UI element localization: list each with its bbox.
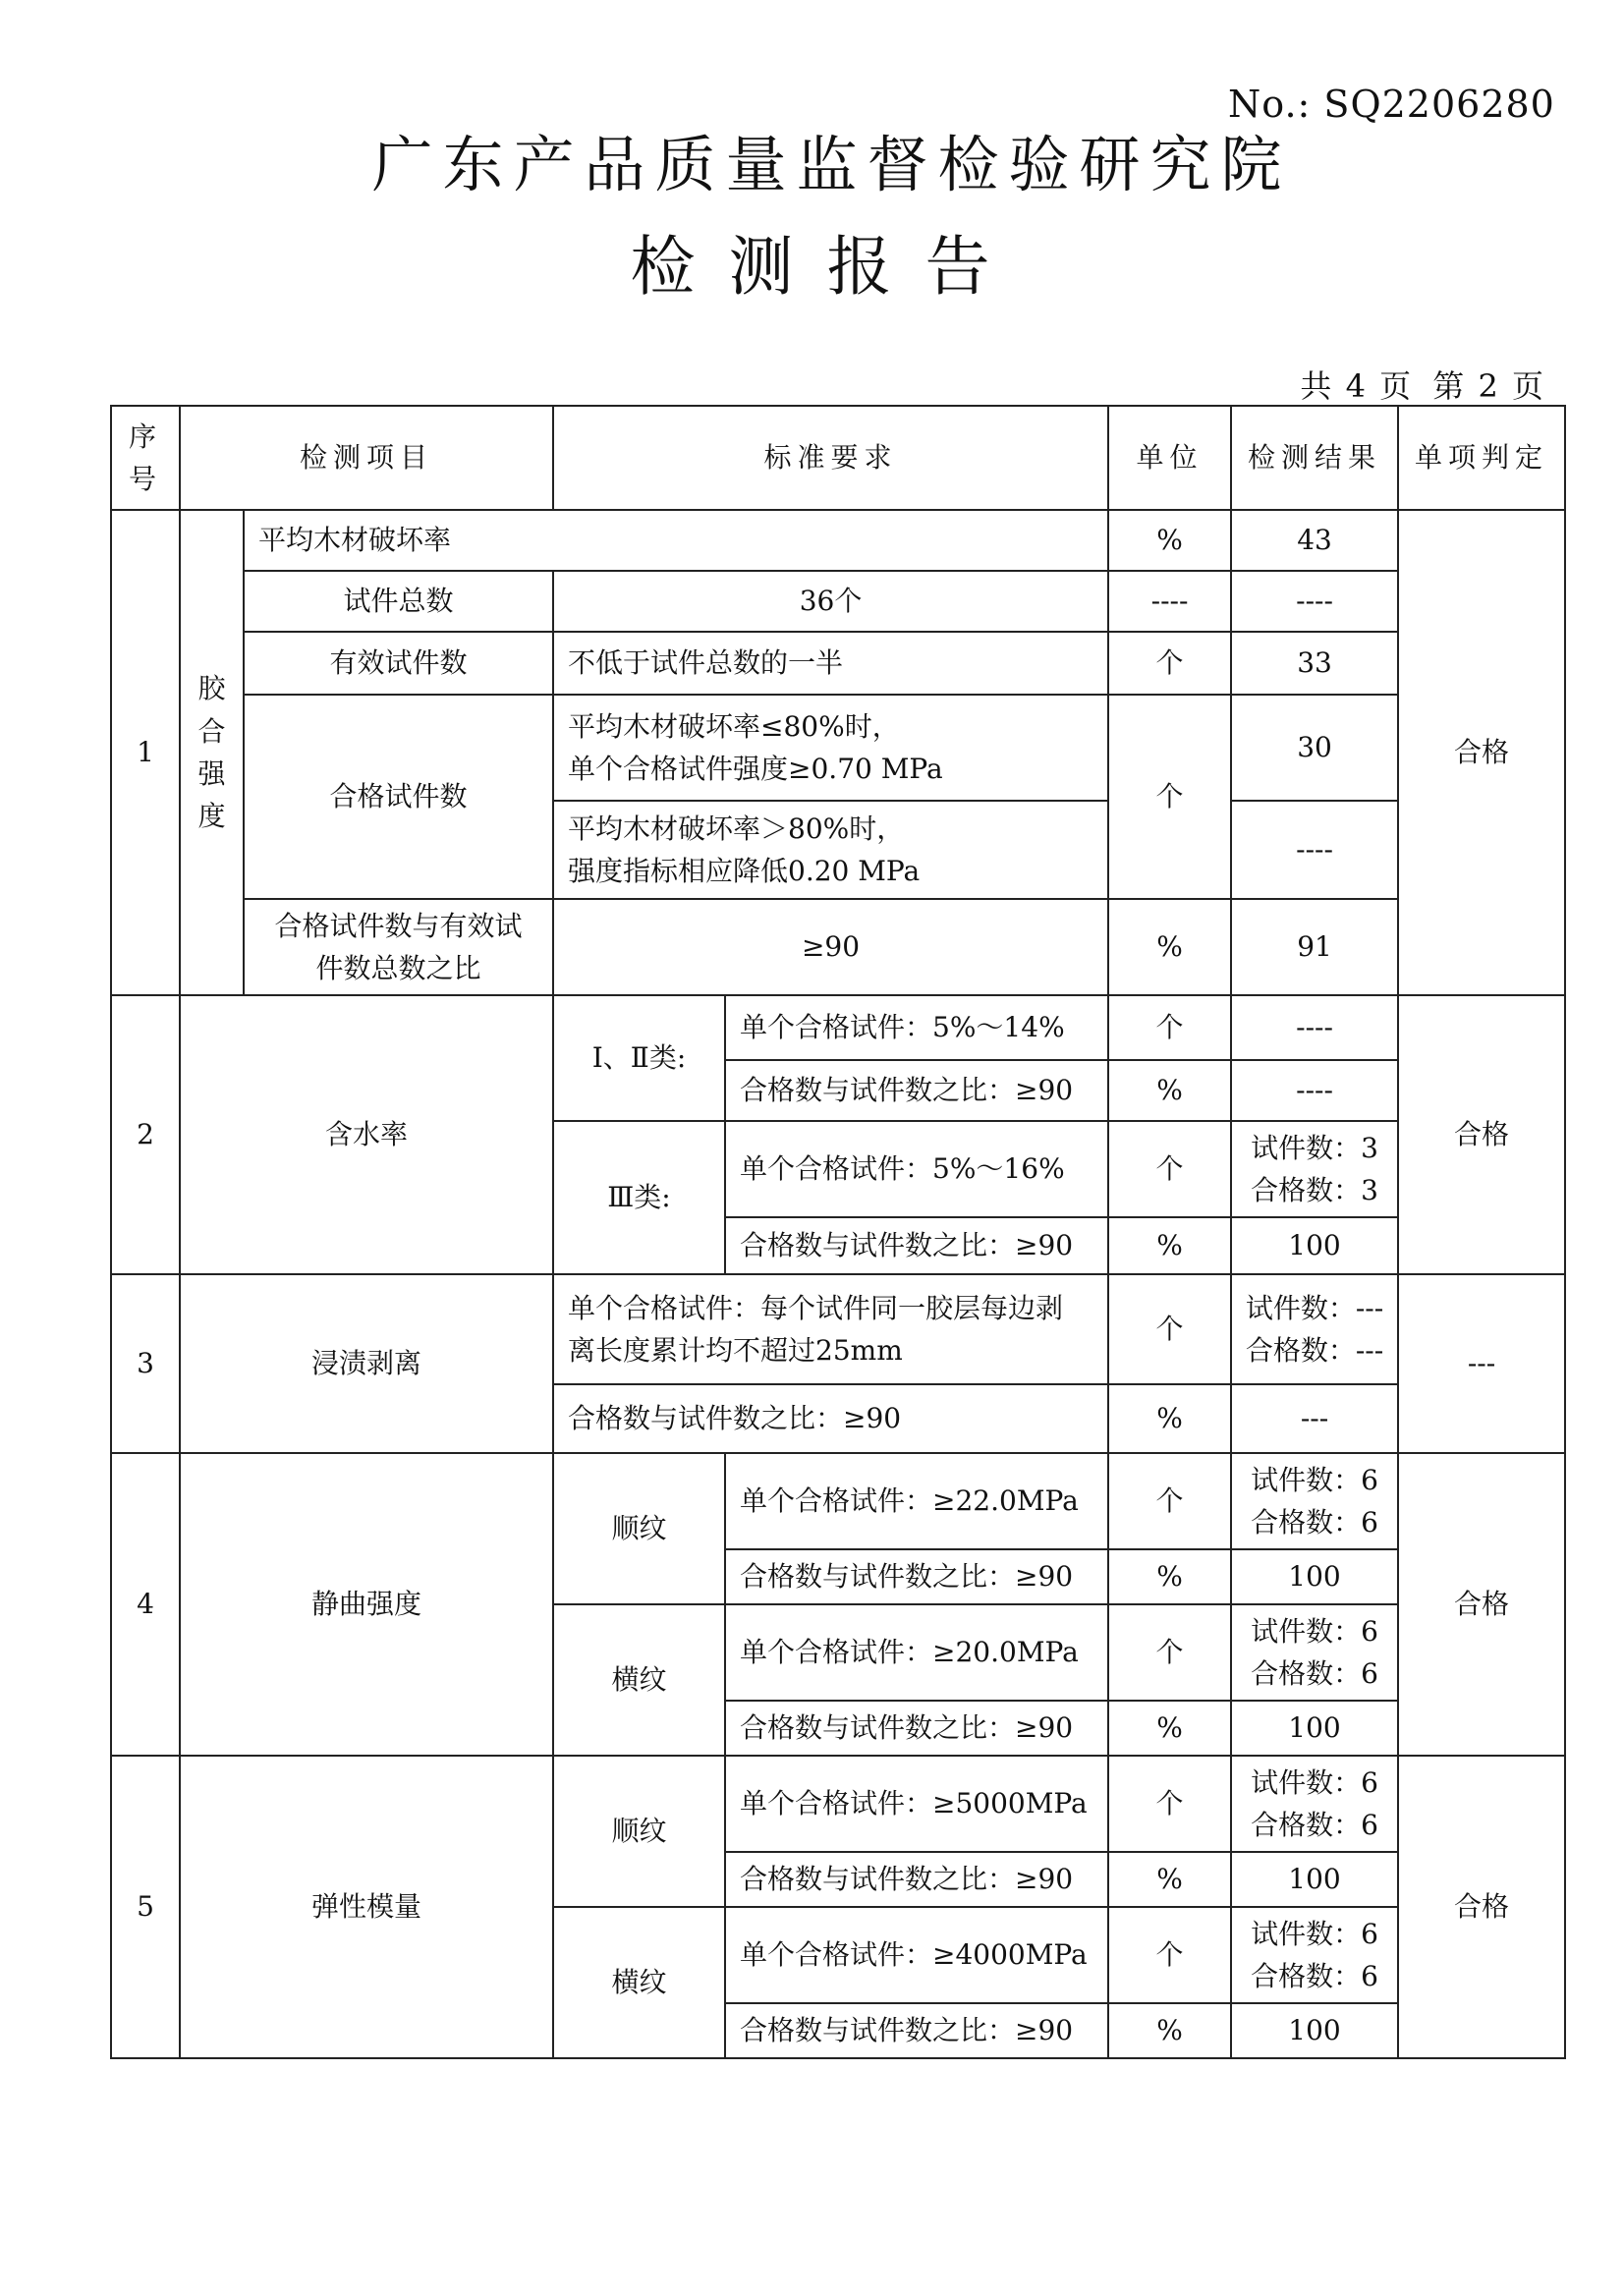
page-info: [1292, 362, 1545, 407]
row4-sub1-result2: 100: [1231, 1549, 1398, 1604]
row1-qualified-label: 合格试件数: [244, 695, 553, 899]
row4-sub1-req2: 合格数与试件数之比：≥90: [725, 1549, 1108, 1604]
table-row: [111, 1274, 1565, 1384]
row1-valid-req: 不低于试件总数的一半: [553, 632, 1108, 695]
report-number: No.: SQ2206280: [1228, 83, 1555, 126]
row4-sub2-result2: 100: [1231, 1701, 1398, 1756]
row3-unit2: %: [1108, 1384, 1231, 1453]
row5-item: 弹性模量: [180, 1756, 553, 2058]
row1-category: [180, 510, 244, 995]
vertical-char: 度: [197, 800, 226, 833]
row1-qualified-unit: 个: [1108, 695, 1231, 899]
table-row: [111, 632, 1565, 695]
page-current: 第 2 页: [1432, 367, 1545, 405]
row1-total-result: ----: [1231, 571, 1398, 632]
row5-sub2-req2: 合格数与试件数之比：≥90: [725, 2003, 1108, 2058]
row2-classB-unit1: 个: [1108, 1121, 1231, 1217]
table-row: [111, 1756, 1565, 1852]
req-line: 单个合格试件强度≥0.70 MPa: [568, 753, 943, 785]
result-line: 合格数：6: [1251, 1657, 1378, 1690]
row4-item: 静曲强度: [180, 1453, 553, 1756]
row1-total-unit: ----: [1108, 571, 1231, 632]
result-line: 试件数：6: [1251, 1614, 1378, 1648]
row2-seq: 2: [111, 995, 180, 1274]
row3-judgement: ---: [1398, 1274, 1565, 1453]
row4-judgement: 合格: [1398, 1453, 1565, 1756]
row1-valid-unit: 个: [1108, 632, 1231, 695]
table-row: [111, 1453, 1565, 1549]
row5-seq: 5: [111, 1756, 180, 2058]
page-total: 共 4 页: [1300, 367, 1414, 405]
col-requirement: 标准要求: [553, 406, 1108, 510]
row5-judgement: 合格: [1398, 1756, 1565, 2058]
row1-avg-failure-result: 43: [1231, 510, 1398, 571]
row2-judgement: 合格: [1398, 995, 1565, 1274]
row1-valid-label: 有效试件数: [244, 632, 553, 695]
table-row: [111, 899, 1565, 995]
table-row: [111, 995, 1565, 1060]
result-line: 试件数：---: [1245, 1291, 1384, 1324]
row2-classA-req2: 合格数与试件数之比：≥90: [725, 1060, 1108, 1121]
row1-avg-failure-unit: %: [1108, 510, 1231, 571]
row2-classA: Ⅰ、Ⅱ类:: [553, 995, 725, 1121]
row1-ratio-req: ≥90: [553, 899, 1108, 995]
label-line: 件数总数之比: [315, 952, 481, 984]
row4-sub1-result1: [1231, 1453, 1398, 1549]
row1-ratio-unit: %: [1108, 899, 1231, 995]
row4-seq: 4: [111, 1453, 180, 1756]
req-line: 平均木材破坏率≤80%时，: [568, 709, 900, 743]
result-line: 合格数：6: [1251, 1960, 1378, 1992]
result-line: 合格数：---: [1245, 1334, 1384, 1367]
req-line: 单个合格试件：每个试件同一胶层每边剥: [568, 1291, 1064, 1324]
row5-sub2-req1: 单个合格试件：≥4000MPa: [725, 1907, 1108, 2003]
row5-sub2: 横纹: [553, 1907, 725, 2058]
report-table: [110, 405, 1566, 2059]
row2-classA-result1: ----: [1231, 995, 1398, 1060]
result-line: 试件数：3: [1251, 1131, 1378, 1164]
row4-sub1-req1: 单个合格试件：≥22.0MPa: [725, 1453, 1108, 1549]
row1-ratio-label: [244, 899, 553, 995]
row5-sub2-result2: 100: [1231, 2003, 1398, 2058]
row3-item: 浸渍剥离: [180, 1274, 553, 1453]
row1-judgement: 合格: [1398, 510, 1565, 995]
row2-classB-result1: [1231, 1121, 1398, 1217]
row3-seq: 3: [111, 1274, 180, 1453]
col-judgement: 单项判定: [1398, 406, 1565, 510]
row1-total-label: 试件总数: [244, 571, 553, 632]
row4-sub2-unit2: %: [1108, 1701, 1231, 1756]
vertical-char: 序: [128, 420, 162, 453]
row1-total-req: 36个: [553, 571, 1108, 632]
vertical-char: 号: [128, 463, 162, 495]
row1-valid-result: 33: [1231, 632, 1398, 695]
vertical-char: 合: [197, 714, 226, 748]
vertical-char: 强: [197, 757, 226, 790]
req-line: 离长度累计均不超过25mm: [568, 1334, 903, 1367]
row5-sub2-result1: [1231, 1907, 1398, 2003]
row5-sub1-unit1: 个: [1108, 1756, 1231, 1852]
row5-sub1-result1: [1231, 1756, 1398, 1852]
row2-item: 含水率: [180, 995, 553, 1274]
col-seq: [111, 406, 180, 510]
result-line: 合格数：6: [1251, 1809, 1378, 1841]
row4-sub2-unit1: 个: [1108, 1604, 1231, 1701]
result-line: 合格数：3: [1251, 1174, 1378, 1206]
table-row: [111, 695, 1565, 801]
req-line: 平均木材破坏率＞80%时，: [568, 812, 905, 845]
row2-classA-unit1: 个: [1108, 995, 1231, 1060]
row5-sub1: 顺纹: [553, 1756, 725, 1907]
col-item: 检测项目: [180, 406, 553, 510]
table-row: [111, 510, 1565, 571]
document-title: 检测报告: [630, 229, 1024, 305]
table-header: [111, 406, 1565, 510]
row5-sub1-req2: 合格数与试件数之比：≥90: [725, 1852, 1108, 1907]
row4-sub2-req2: 合格数与试件数之比：≥90: [725, 1701, 1108, 1756]
req-line: 强度指标相应降低0.20 MPa: [568, 855, 921, 887]
row1-qualified-req2: [553, 801, 1108, 899]
result-line: 合格数：6: [1251, 1506, 1378, 1539]
label-line: 合格试件数与有效试: [274, 909, 523, 942]
result-line: 试件数：6: [1251, 1463, 1378, 1496]
row1-qualified-req1: [553, 695, 1108, 801]
row5-sub1-unit2: %: [1108, 1852, 1231, 1907]
result-line: 试件数：6: [1251, 1917, 1378, 1950]
row4-sub1: 顺纹: [553, 1453, 725, 1604]
row5-sub1-req1: 单个合格试件：≥5000MPa: [725, 1756, 1108, 1852]
table-row: [111, 571, 1565, 632]
row1-ratio-result: 91: [1231, 899, 1398, 995]
row2-classB-result2: 100: [1231, 1217, 1398, 1274]
row2-classB-req1: 单个合格试件：5%～16%: [725, 1121, 1108, 1217]
row2-classB-req2: 合格数与试件数之比：≥90: [725, 1217, 1108, 1274]
row2-classA-req1: 单个合格试件：5%～14%: [725, 995, 1108, 1060]
row1-avg-failure-label: 平均木材破坏率: [244, 510, 1108, 571]
organization-name: 广东产品质量监督检验研究院: [371, 129, 1292, 200]
row4-sub2-result1: [1231, 1604, 1398, 1701]
row2-classA-result2: ----: [1231, 1060, 1398, 1121]
row5-sub2-unit2: %: [1108, 2003, 1231, 2058]
row3-unit1: 个: [1108, 1274, 1231, 1384]
result-line: 试件数：6: [1251, 1765, 1378, 1799]
row2-classB: Ⅲ类:: [553, 1121, 725, 1274]
row2-classB-unit2: %: [1108, 1217, 1231, 1274]
row5-sub2-unit1: 个: [1108, 1907, 1231, 2003]
vertical-char: 胶: [197, 672, 226, 705]
row3-result2: ---: [1231, 1384, 1398, 1453]
row4-sub1-unit2: %: [1108, 1549, 1231, 1604]
row5-sub1-result2: 100: [1231, 1852, 1398, 1907]
row1-seq: 1: [111, 510, 180, 995]
row4-sub1-unit1: 个: [1108, 1453, 1231, 1549]
row4-sub2: 横纹: [553, 1604, 725, 1756]
row3-result1: [1231, 1274, 1398, 1384]
row3-req2: 合格数与试件数之比：≥90: [553, 1384, 1108, 1453]
row1-qualified-result1: 30: [1231, 695, 1398, 801]
row1-qualified-result2: ----: [1231, 801, 1398, 899]
row4-sub2-req1: 单个合格试件：≥20.0MPa: [725, 1604, 1108, 1701]
row3-req1: [553, 1274, 1108, 1384]
col-result: 检测结果: [1231, 406, 1398, 510]
col-unit: 单位: [1108, 406, 1231, 510]
row2-classA-unit2: %: [1108, 1060, 1231, 1121]
